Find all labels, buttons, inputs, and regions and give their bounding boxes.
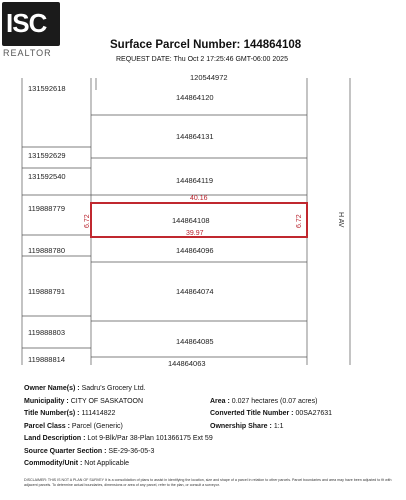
municipality-value: CITY OF SASKATOON [70, 398, 144, 405]
dimension-left: 6.72 [84, 214, 91, 228]
adjacent-parcel-label: 119888791 [28, 287, 65, 296]
logo-letters: ISC [6, 8, 47, 38]
converted-title-key: Converted Title Number : [210, 410, 294, 417]
commodity-value: Not Applicable [84, 460, 130, 467]
parcel-label: 144864074 [176, 287, 214, 296]
adjacent-parcel-label: 131592629 [28, 151, 66, 160]
title-number-value: 111414822 [81, 410, 116, 417]
subject-parcel-label: 144864108 [172, 216, 210, 225]
title-number-row [24, 409, 115, 420]
land-description-row [24, 434, 213, 445]
ownership-share-value: 1:1 [273, 423, 284, 430]
dimension-top: 40.16 [190, 195, 208, 202]
parcel-class-row [24, 422, 123, 433]
municipality-row [24, 397, 143, 408]
area-value: 0.027 hectares (0.07 acres) [231, 398, 318, 405]
owner-value: Sadru's Grocery Ltd. [81, 385, 146, 392]
parcel-label: 144864063 [168, 359, 206, 368]
municipality-key: Municipality : [24, 398, 69, 405]
source-quarter-row [24, 447, 154, 458]
adjacent-parcel-label: 131592618 [28, 84, 66, 93]
logo-subtext: REALTOR [3, 48, 52, 58]
land-description-key: Land Description : [24, 435, 86, 442]
isc-logo [2, 2, 62, 60]
commodity-row [24, 459, 129, 470]
parcel-label: 144864085 [176, 337, 214, 346]
owner-row [24, 384, 146, 395]
disclaimer-text: DISCLAIMER: THIS IS NOT A PLAN OF SURVEY It is a consolidation of plans to assist in identifying the location, size and shape of a parcel in relation to other parcels. Parcel boundaries and area may have been adjusted to fit with adjacent parcels. To determine actual boundaries, dimensions or area of any parcel, refer to the plan, or consult a surveyor. [24, 478, 392, 487]
adjacent-parcel-label: 119888779 [28, 204, 65, 213]
converted-title-row [210, 409, 332, 420]
adjacent-parcel-label: 119888814 [28, 355, 65, 364]
parcel-label: 144864119 [176, 176, 213, 185]
adjacent-parcel-label: 119888780 [28, 246, 65, 255]
parcel-class-value: Parcel (Generic) [71, 423, 123, 430]
commodity-key: Commodity/Unit : [24, 460, 83, 467]
logo-box [2, 2, 60, 46]
road-label: H AV [337, 212, 344, 228]
adjacent-parcel-label: 119888803 [28, 328, 65, 337]
ownership-share-key: Ownership Share : [210, 423, 272, 430]
parcel-label: 144864120 [176, 93, 214, 102]
source-quarter-value: SE-29-36-05-3 [108, 448, 155, 455]
adjacent-parcel-label: 131592540 [28, 172, 66, 181]
parcel-class-key: Parcel Class : [24, 423, 70, 430]
owner-key: Owner Name(s) : [24, 385, 80, 392]
dimension-bottom: 39.97 [186, 230, 204, 237]
dimension-right: 6.72 [296, 214, 303, 228]
ownership-share-row [210, 422, 284, 433]
land-description-value: Lot 9-Blk/Par 38-Plan 101366175 Ext 59 [87, 435, 213, 442]
page-title: Surface Parcel Number: 144864108 [110, 39, 302, 51]
converted-title-value: 00SA27631 [295, 410, 333, 417]
area-key: Area : [210, 398, 230, 405]
title-number-key: Title Number(s) : [24, 410, 80, 417]
parcel-map [0, 70, 406, 370]
area-row [210, 397, 317, 408]
parcel-label: 120544972 [190, 73, 228, 82]
source-quarter-key: Source Quarter Section : [24, 448, 107, 455]
parcel-label: 144864131 [176, 132, 214, 141]
request-date: REQUEST DATE: Thu Oct 2 17:25:46 GMT-06:00 2025 [116, 56, 288, 63]
parcel-label: 144864096 [176, 246, 214, 255]
